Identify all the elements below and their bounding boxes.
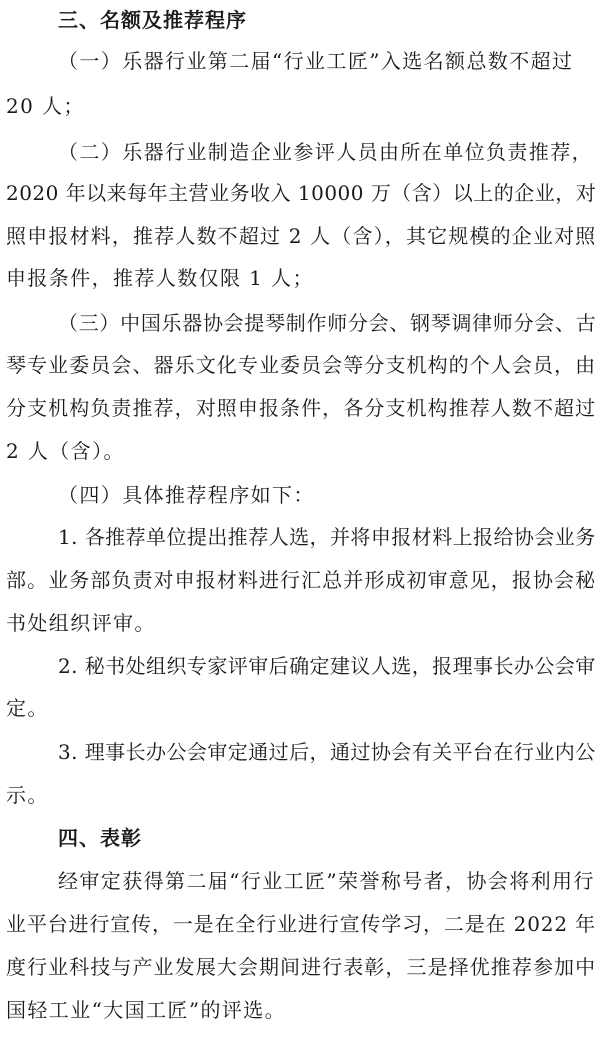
item-2-line-4: 申报条件，推荐人数仅限 1 人； — [6, 266, 314, 290]
item-3-line-4: 2 人（含）。 — [6, 439, 125, 463]
section-3-heading: 三、名额及推荐程序 — [58, 8, 247, 32]
step-2-line-1: 2. 秘书处组织专家评审后确定建议人选，报理事长办公会审 — [58, 654, 596, 678]
section-4-line-4: 国轻工业“大国工匠”的评选。 — [6, 998, 287, 1022]
item-4-line-1: （四）具体推荐程序如下： — [58, 483, 315, 507]
step-2-line-2: 定。 — [6, 696, 49, 720]
step-1-line-1: 1. 各推荐单位提出推荐人选，并将申报材料上报给协会业务 — [58, 525, 596, 549]
item-2-line-1: （二）乐器行业制造企业参评人员由所在单位负责推荐， — [58, 140, 593, 164]
item-1-line-2: 20 人； — [6, 94, 85, 118]
item-3-line-2: 琴专业委员会、器乐文化专业委员会等分支机构的个人会员，由 — [6, 353, 597, 377]
section-4-line-2: 业平台进行宣传，一是在全行业进行宣传学习，二是在 2022 年 — [6, 912, 597, 936]
step-3-line-1: 3. 理事长办公会审定通过后，通过协会有关平台在行业内公 — [58, 740, 596, 764]
section-4-heading: 四、表彰 — [58, 826, 142, 850]
item-3-line-1: （三）中国乐器协会提琴制作师分会、钢琴调律师分会、古 — [58, 311, 597, 335]
step-1-line-2: 部。业务部负责对申报材料进行汇总并形成初审意见，报协会秘 — [6, 568, 597, 592]
step-1-line-3: 书处组织评审。 — [6, 611, 156, 635]
section-4-line-3: 度行业科技与产业发展大会期间进行表彰，三是择优推荐参加中 — [6, 955, 597, 979]
item-2-line-3: 照申报材料，推荐人数不超过 2 人（含），其它规模的企业对照 — [6, 224, 597, 248]
item-2-line-2: 2020 年以来每年主营业务收入 10000 万（含）以上的企业，对 — [6, 181, 597, 205]
step-3-line-2: 示。 — [6, 783, 49, 807]
item-1-line-1: （一）乐器行业第二届“行业工匠”入选名额总数不超过 — [58, 49, 574, 73]
section-4-line-1: 经审定获得第二届“行业工匠”荣誉称号者，协会将利用行 — [58, 869, 595, 893]
item-3-line-3: 分支机构负责推荐，对照申报条件，各分支机构推荐人数不超过 — [6, 396, 597, 420]
